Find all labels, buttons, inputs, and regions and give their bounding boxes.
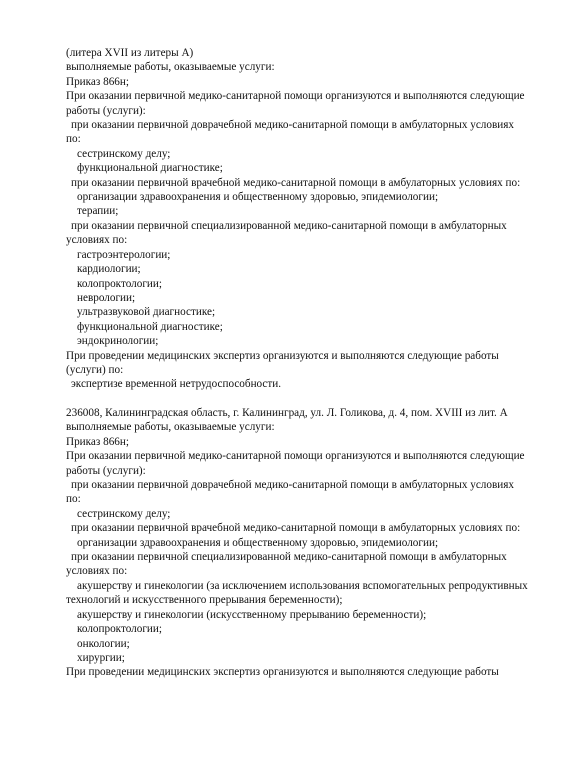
address-continuation: (литера XVII из литеры А) <box>66 47 194 59</box>
order-reference: Приказ 866н; <box>66 75 129 88</box>
service-item: акушерству и гинекологии (за исключением использования вспомогательных репродуктивных <box>77 579 528 592</box>
subsection-heading-cont: по: <box>66 493 81 506</box>
services-heading: выполняемые работы, оказываемые услуги: <box>66 61 275 74</box>
service-item: организации здравоохранения и общественному здоровью, эпидемиологии; <box>77 536 439 549</box>
service-item: кардиологии; <box>77 263 141 276</box>
service-item: функциональной диагностике; <box>77 320 223 333</box>
section-intro-cont: (услуги) по: <box>66 363 124 376</box>
service-item: функциональной диагностике; <box>77 162 223 175</box>
subsection-heading: при оказании первичной специализированной медико-санитарной помощи в амбулаторных <box>71 219 507 232</box>
subsection-heading: при оказании первичной врачебной медико-санитарной помощи в амбулаторных условиях по: <box>71 522 521 535</box>
service-item: экспертизе временной нетрудоспособности. <box>71 378 282 391</box>
service-item: хирургии; <box>77 651 125 664</box>
section-intro: При оказании первичной медико-санитарной помощи организуются и выполняются следующие <box>66 450 525 463</box>
service-item: эндокринологии; <box>77 335 159 348</box>
service-item: онкологии; <box>77 637 130 650</box>
service-item: сестринскому делу; <box>77 147 171 160</box>
subsection-heading-cont: условиях по: <box>66 234 128 247</box>
section-intro-cont: работы (услуги): <box>66 104 146 117</box>
section-intro: При проведении медицинских экспертиз организуются и выполняются следующие работы <box>66 666 499 679</box>
subsection-heading: при оказании первичной врачебной медико-санитарной помощи в амбулаторных условиях по: <box>71 176 521 189</box>
address-line: 236008, Калининградская область, г. Калининград, ул. Л. Голикова, д. 4, пом. XVIII из лит. А <box>66 407 508 419</box>
section-intro: При оказании первичной медико-санитарной помощи организуются и выполняются следующие <box>66 90 525 103</box>
subsection-heading: при оказании первичной доврачебной медико-санитарной помощи в амбулаторных условиях <box>71 119 514 132</box>
section-intro: При проведении медицинских экспертиз организуются и выполняются следующие работы <box>66 349 499 362</box>
services-heading: выполняемые работы, оказываемые услуги: <box>66 421 275 434</box>
license-block-2 <box>66 406 566 680</box>
service-item: колопроктологии; <box>77 623 162 636</box>
service-item: колопроктологии; <box>77 277 162 290</box>
license-block-1 <box>66 46 566 392</box>
service-item-cont: технологий и искусственного прерывания беременности); <box>66 594 343 607</box>
service-item: неврологии; <box>77 291 136 304</box>
order-reference: Приказ 866н; <box>66 435 129 448</box>
subsection-heading-cont: по: <box>66 133 81 146</box>
service-item: гастроэнтерологии; <box>77 248 171 261</box>
subsection-heading: при оказании первичной специализированной медико-санитарной помощи в амбулаторных <box>71 551 507 564</box>
subsection-heading-cont: условиях по: <box>66 565 128 578</box>
service-item: организации здравоохранения и общественному здоровью, эпидемиологии; <box>77 191 439 204</box>
service-item: сестринскому делу; <box>77 507 171 520</box>
service-item: терапии; <box>77 205 119 218</box>
service-item: акушерству и гинекологии (искусственному прерыванию беременности); <box>77 608 427 621</box>
service-item: ультразвуковой диагностике; <box>77 306 216 319</box>
section-intro-cont: работы (услуги): <box>66 464 146 477</box>
subsection-heading: при оказании первичной доврачебной медико-санитарной помощи в амбулаторных условиях <box>71 479 514 492</box>
